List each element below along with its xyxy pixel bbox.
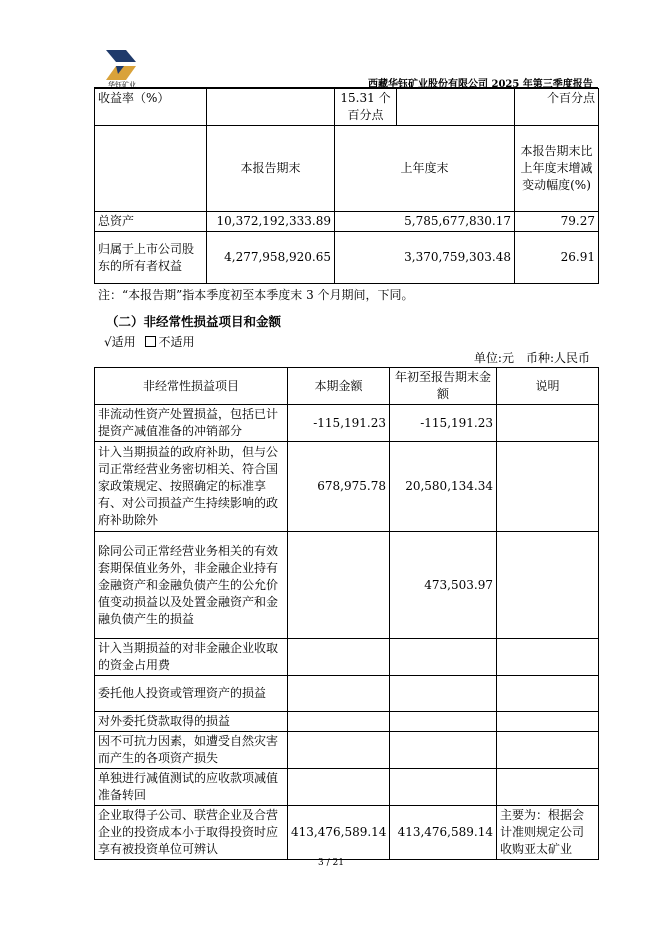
footnote: 注：“本报告期”指本季度初至本季度末 3 个月期间，下同。 — [98, 288, 414, 302]
table-row — [95, 676, 599, 712]
financial-summary-table — [94, 88, 599, 284]
value-current: 10,372,192,333.89 — [207, 212, 335, 232]
page-number: 3 / 21 — [318, 858, 344, 868]
header-item: 非经常性损益项目 — [95, 368, 288, 405]
table-cell — [397, 89, 515, 126]
value-prior: 3,370,759,303.48 — [335, 232, 515, 284]
col-header-change: 本报告期末比上年度末增减变动幅度(%) — [515, 126, 599, 212]
table-row — [95, 232, 599, 284]
current-amount — [288, 732, 390, 769]
table-row — [95, 712, 599, 732]
ytd-amount: 413,476,589.14 — [390, 806, 497, 860]
item-note — [497, 732, 599, 769]
item-note — [497, 769, 599, 806]
header-ytd: 年初至报告期末金额 — [390, 368, 497, 405]
item-text: 因不可抗力因素，如遭受自然灾害而产生的各项资产损失 — [95, 732, 288, 769]
ytd-amount — [390, 676, 497, 712]
table-row — [95, 532, 599, 639]
value-current: 4,277,958,920.65 — [207, 232, 335, 284]
current-amount — [288, 639, 390, 676]
item-note: 主要为：根据会计准则规定公司收购亚太矿业 — [497, 806, 599, 860]
item-text: 非流动性资产处置损益，包括已计提资产减值准备的冲销部分 — [95, 405, 288, 442]
current-amount — [288, 769, 390, 806]
current-amount: 413,476,589.14 — [288, 806, 390, 860]
value-change: 26.91 — [515, 232, 599, 284]
unit-currency-line: 单位:元 币种:人民币 — [473, 351, 590, 365]
current-amount — [288, 712, 390, 732]
item-text: 对外委托贷款取得的损益 — [95, 712, 288, 732]
row-label: 归属于上市公司股东的所有者权益 — [95, 232, 207, 284]
current-amount — [288, 532, 390, 639]
value-change: 79.27 — [515, 212, 599, 232]
ytd-amount — [390, 712, 497, 732]
item-note — [497, 532, 599, 639]
item-text: 委托他人投资或管理资产的损益 — [95, 676, 288, 712]
row-label: 总资产 — [95, 212, 207, 232]
roe-label: 收益率（%） — [95, 89, 207, 126]
value-prior: 5,785,677,830.17 — [335, 212, 515, 232]
table-row — [95, 405, 599, 442]
col-header-current: 本报告期末 — [207, 126, 335, 212]
current-amount: -115,191.23 — [288, 405, 390, 442]
current-amount: 678,975.78 — [288, 442, 390, 532]
table-row — [95, 769, 599, 806]
ytd-amount: 20,580,134.34 — [390, 442, 497, 532]
table-header-row — [95, 368, 599, 405]
table-row — [95, 639, 599, 676]
company-logo — [104, 48, 138, 82]
table-cell — [95, 126, 207, 212]
logo-caption: 华钰矿业 — [108, 81, 136, 89]
table-row — [95, 806, 599, 860]
section-title: （二）非经常性损益项目和金额 — [106, 314, 282, 329]
ytd-amount: -115,191.23 — [390, 405, 497, 442]
ytd-amount — [390, 732, 497, 769]
item-note — [497, 442, 599, 532]
item-note — [497, 676, 599, 712]
roe-change: 个百分点 — [515, 89, 599, 126]
item-note — [497, 712, 599, 732]
item-text: 单独进行减值测试的应收款项减值准备转回 — [95, 769, 288, 806]
ytd-amount — [390, 769, 497, 806]
ytd-amount — [390, 639, 497, 676]
header-current: 本期金额 — [288, 368, 390, 405]
header-note: 说明 — [497, 368, 599, 405]
applicable-option: √适用 — [104, 335, 136, 349]
non-recurring-items-table — [94, 367, 599, 860]
not-applicable-option: 不适用 — [158, 335, 195, 349]
logo-mark-blue — [106, 50, 136, 62]
item-note — [497, 639, 599, 676]
report-header: 西藏华钰矿业股份有限公司 2025 年第三季度报告 — [368, 79, 593, 90]
item-text: 企业取得子公司、联营企业及合营企业的投资成本小于取得投资时应享有被投资单位可辨认 — [95, 806, 288, 860]
table-row — [95, 89, 599, 126]
item-text: 除同公司正常经营业务相关的有效套期保值业务外，非金融企业持有金融资产和金融负债产生的公允价值变动损益以及处置金融资产和金融负债产生的损益 — [95, 532, 288, 639]
table-row — [95, 732, 599, 769]
current-amount — [288, 676, 390, 712]
item-note — [497, 405, 599, 442]
item-text: 计入当期损益的政府补助，但与公司正常经营业务密切相关、符合国家政策规定、按照确定的标准享有、对公司损益产生持续影响的政府补助除外 — [95, 442, 288, 532]
item-text: 计入当期损益的对非金融企业收取的资金占用费 — [95, 639, 288, 676]
checkbox-icon — [145, 336, 156, 347]
table-row — [95, 212, 599, 232]
ytd-amount: 473,503.97 — [390, 532, 497, 639]
table-row — [95, 442, 599, 532]
applicability-options — [104, 333, 195, 350]
table-cell — [207, 89, 335, 126]
roe-current-value: 15.31 个百分点 — [335, 89, 397, 126]
table-row — [95, 126, 599, 212]
col-header-prior: 上年度末 — [335, 126, 515, 212]
